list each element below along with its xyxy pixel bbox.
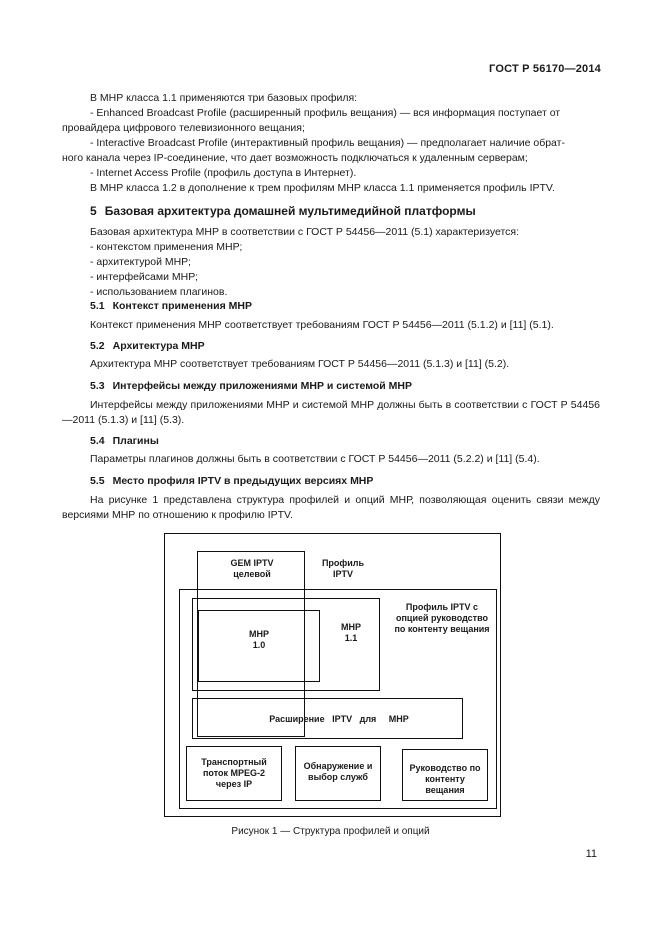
section-number: 5: [90, 204, 97, 218]
subsection-number: 5.1: [90, 300, 105, 312]
subsection-paragraph: На рисунке 1 представлена структура профилей и опций МНР, позволяющая оценить связи между версиями МНР по отношению к профилю IPTV.: [62, 494, 600, 521]
figure-caption: Рисунок 1 — Структура профилей и опций: [231, 826, 430, 837]
page-number: 11: [585, 848, 597, 860]
subsection-number: 5.3: [90, 380, 105, 392]
mhp11-label: МНР 1.1: [341, 622, 361, 643]
subsection-title: Место профиля IPTV в предыдущих версиях МНР: [112, 475, 374, 487]
section-title: Базовая архитектура домашней мультимедийной платформы: [104, 204, 476, 218]
subsection-paragraph: Интерфейсы между приложениями МНР и системой МНР должны быть в соответствии с ГОСТ Р 54456—2011 (5.1.3) и [11] (5.3).: [62, 399, 600, 426]
intro-paragraph: В МНР класса 1.2 в дополнение к трем профилям МНР класса 1.1 применяется профиль IPTV.: [90, 182, 555, 194]
list-item-continued: провайдера цифрового телевизионного вещания;: [62, 122, 305, 134]
subsection-number: 5.4: [90, 435, 105, 447]
subsection-number: 5.5: [90, 475, 105, 487]
profile-iptv-guide-label: Профиль IPTV с опцией руководство по контенту вещания: [394, 602, 490, 634]
subsection-title: Интерфейсы между приложениями МНР и системой МНР: [112, 380, 412, 392]
subsection-title: Контекст применения МНР: [112, 300, 252, 312]
section-paragraph: Базовая архитектура МНР в соответствии с ГОСТ Р 54456—2011 (5.1) характеризуется:: [90, 226, 520, 238]
profile-iptv-label: Профиль IPTV: [321, 558, 365, 579]
transport-stream-label: Транспортный поток MPEG-2 через IP: [201, 757, 267, 789]
content-guide-label: Руководство по контенту вещания: [409, 763, 481, 795]
subsection-title: Плагины: [112, 435, 159, 447]
gem-iptv-label: GEM IPTV целевой: [230, 558, 274, 579]
iptv-extension-label: Расширение IPTV для МНР: [269, 714, 409, 724]
list-item: - использованием плагинов.: [90, 286, 228, 298]
list-item: - интерфейсами МНР;: [90, 271, 198, 283]
profile-structure-diagram: [164, 533, 501, 817]
list-item: - Enhanced Broadcast Profile (расширенный профиль вещания) — вся информация поступает от: [90, 107, 561, 119]
list-item-continued: ного канала через IP-соединение, что дает возможность подключаться к удаленным серверам;: [62, 152, 528, 164]
subsection-title: Архитектура МНР: [112, 340, 205, 352]
subsection-heading: [90, 435, 159, 447]
subsection-heading: [90, 475, 373, 487]
intro-paragraph: В МНР класса 1.1 применяются три базовых профиля:: [90, 92, 358, 104]
document-standard-number: ГОСТ Р 56170—2014: [489, 63, 601, 75]
list-item: - архитектурой МНР;: [90, 256, 191, 268]
list-item: - контекстом применения МНР;: [90, 241, 243, 253]
mhp10-label: МНР 1.0: [249, 629, 269, 650]
subsection-paragraph: Архитектура МНР соответствует требованиям ГОСТ Р 54456—2011 (5.1.3) и [11] (5.2).: [90, 358, 510, 370]
subsection-heading: [90, 380, 412, 392]
subsection-number: 5.2: [90, 340, 105, 352]
subsection-paragraph: Контекст применения МНР соответствует требованиям ГОСТ Р 54456—2011 (5.1.2) и [11] (5.1).: [90, 319, 554, 331]
subsection-heading: [90, 340, 205, 352]
list-item: - Interactive Broadcast Profile (интерактивный профиль вещания) — предполагает наличие обрат-: [90, 137, 565, 149]
subsection-heading: [90, 300, 252, 312]
list-item: - Internet Access Profile (профиль доступа в Интернет).: [90, 167, 357, 179]
service-discovery-label: Обнаружение и выбор служб: [303, 761, 373, 782]
section-heading: [90, 204, 476, 218]
subsection-paragraph: Параметры плагинов должны быть в соответствии с ГОСТ Р 54456—2011 (5.2.2) и [11] (5.4).: [90, 453, 540, 465]
